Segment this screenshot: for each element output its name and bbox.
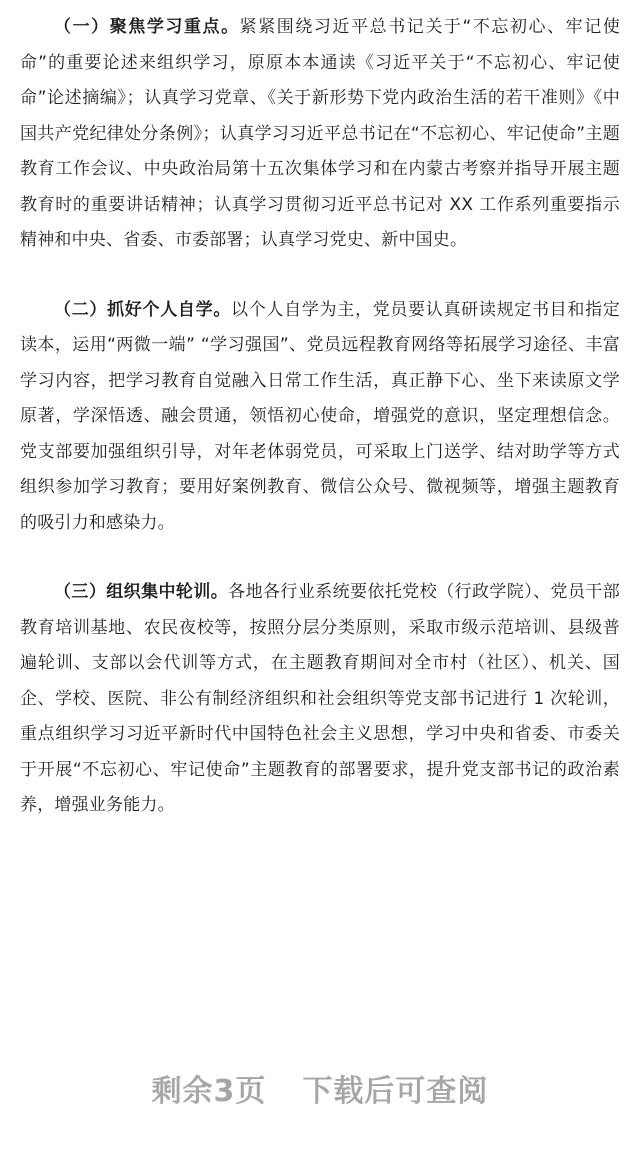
section-heading: （三）组织集中轮训。 — [54, 582, 229, 602]
section-body: 各地各行业系统要依托党校（行政学院）、党员干部教育培训基地、农民夜校等，按照分层分类原则，采取市级示范培训、县级普遍轮训、支部以会代训等方式，在主题教育期间对全市村（社区）、机关、国企、学校、医院、非公有制经济组织和社会组织等党支部书记进行 1 次轮训，重点组织学习习近平新时代中国特色社会主义思想，学习中央和省委、市委关于开展“不忘初心、牢记使命”主题教育的部署要求，提升党支部书记的政治素养，增强业务能力。 — [20, 582, 620, 815]
paragraph-section-3 — [20, 575, 620, 824]
section-heading: （二）抓好个人自学。 — [54, 299, 232, 320]
section-body: 紧紧围绕习近平总书记关于“不忘初心、牢记使命”的重要论述来组织学习，原原本本通读《习近平关于“不忘初心、牢记使命”论述摘编》；认真学习党章、《关于新形势下党内政治生活的若干准则》《中国共产党纪律处分条例》；认真学习习近平总书记在“不忘初心、牢记使命”主题教育工作会议、中央政治局第十五次集体学习和在内蒙古考察并指导开展主题教育时的重要讲话精神；认真学习贯彻习近平总书记对 XX 工作系列重要指示精神和中央、省委、市委部署；认真学习党史、新中国史。 — [20, 17, 621, 250]
document-body — [20, 10, 620, 824]
paragraph-section-1 — [20, 10, 620, 259]
section-heading: （一）聚焦学习重点。 — [54, 17, 240, 37]
download-prompt[interactable] — [0, 1066, 640, 1110]
section-body: 以个人自学为主，党员要认真研读规定书目和指定读本，运用“两微一端” “学习强国”、党员远程教育网络等拓展学习途径、丰富学习内容，把学习教育自觉融入日常工作生活，真正静下心、坐下来读原文学原著，学深悟透、融会贯通，领悟初心使命，增强党的意识，坚定理想信念。党支部要加强组织引导，对年老体弱党员，可采取上门送学、结对助学等方式组织参加学习教育；要用好案例教育、微信公众号、微视频等，增强主题教育的吸引力和感染力。 — [20, 299, 620, 533]
download-to-view-text: 下载后可查阅 — [302, 1074, 489, 1109]
remaining-pages-text: 剩余3页 — [151, 1074, 267, 1109]
paragraph-section-2 — [20, 293, 620, 542]
